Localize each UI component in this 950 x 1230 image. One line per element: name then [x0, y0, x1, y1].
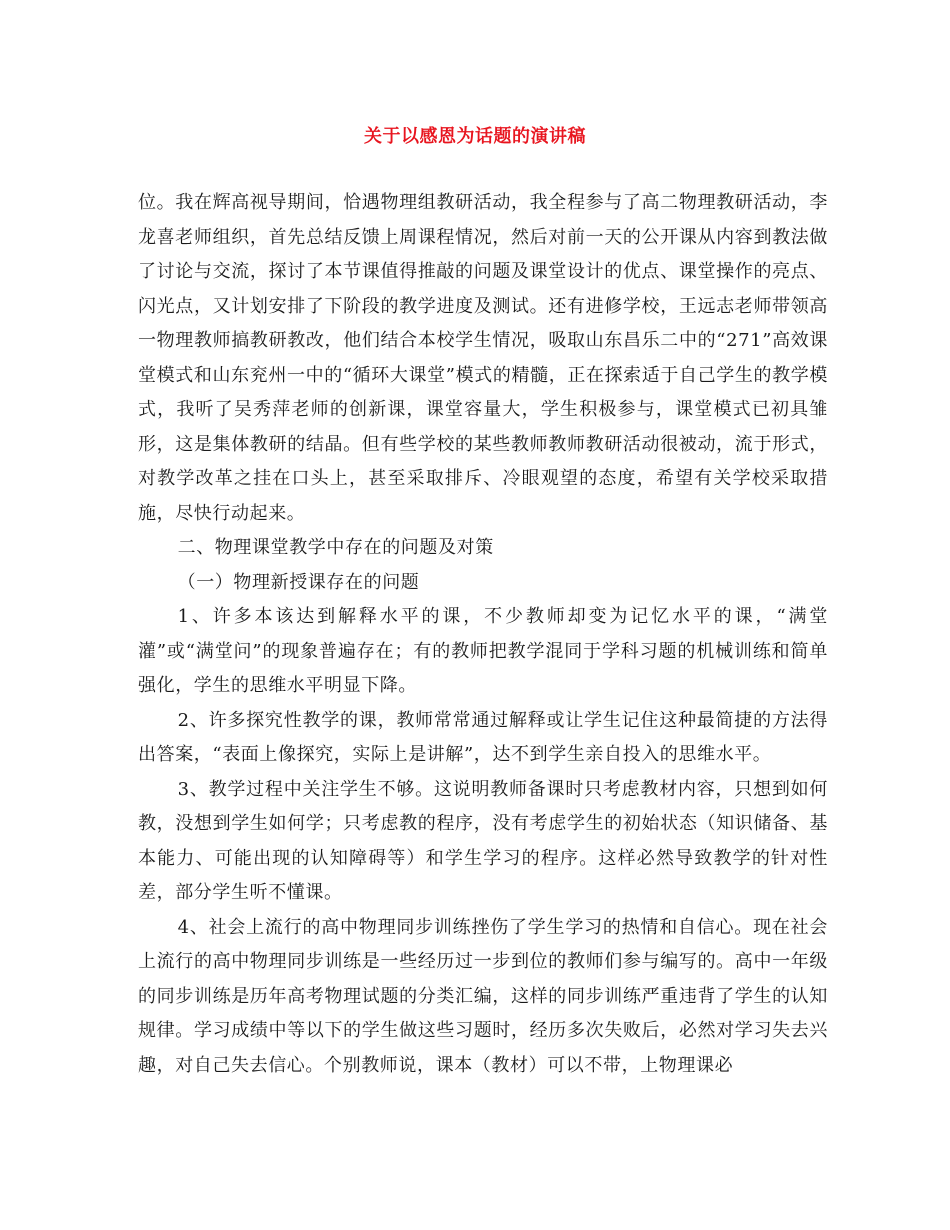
paragraph-4: 1、许多本该达到解释水平的课，不少教师却变为记忆水平的课，“满堂灌”或“满堂问”的现象普遍存在；有的教师把教学混同于学科习题的机械训练和简单强化，学生的思维水平明显下降。 [138, 606, 828, 696]
document-body [138, 186, 828, 1083]
paragraph-1: 位。我在辉高视导期间，恰遇物理组教研活动，我全程参与了高二物理教研活动，李龙喜老师组织，首先总结反馈上周课程情况，然后对前一天的公开课从内容到教法做了讨论与交流，探讨了本节课值得推敲的问题及课堂设计的优点、课堂操作的亮点、闪光点，又计划安排了下阶段的教学进度及测试。还有进修学校，王远志老师带领高一物理教师搞教研教改，他们结合本校学生情况，吸取山东昌乐二中的“271”高效课堂模式和山东兖州一中的“循环大课堂”模式的精髓，正在探索适于自己学生的教学模式，我听了吴秀萍老师的创新课，课堂容量大，学生积极参与，课堂模式已初具雏形，这是集体教研的结晶。但有些学校的某些教师教师教研活动很被动，流于形式，对教学改革之挂在口头上，甚至采取排斥、冷眼观望的态度，希望有关学校采取措施，尽快行动起来。 [138, 192, 828, 524]
paragraph-6: 3、教学过程中关注学生不够。这说明教师备课时只考虑教材内容，只想到如何教，没想到学生如何学；只考虑教的程序，没有考虑学生的初始状态（知识储备、基本能力、可能出现的认知障碍等）和学生学习的程序。这样必然导致教学的针对性差，部分学生听不懂课。 [138, 778, 828, 903]
paragraph-2: 二、物理课堂教学中存在的问题及对策 [177, 537, 494, 558]
paragraph-5: 2、许多探究性教学的课，教师常常通过解释或让学生记住这种最简捷的方法得出答案，“表面上像探究，实际上是讲解”，达不到学生亲自投入的思维水平。 [138, 709, 828, 765]
document-title: 关于以感恩为话题的演讲稿 [364, 126, 586, 147]
paragraph-7: 4、社会上流行的高中物理同步训练挫伤了学生学习的热情和自信心。现在社会上流行的高中物理同步训练是一些经历过一步到位的教师们参与编写的。高中一年级的同步训练是历年高考物理试题的分类汇编，这样的同步训练严重违背了学生的认知规律。学习成绩中等以下的学生做这些习题时，经历多次失败后，必然对学习失去兴趣，对自己失去信心。个别教师说，课本（教材）可以不带，上物理课必 [138, 916, 828, 1076]
paragraph-3: （一）物理新授课存在的问题 [177, 571, 420, 593]
